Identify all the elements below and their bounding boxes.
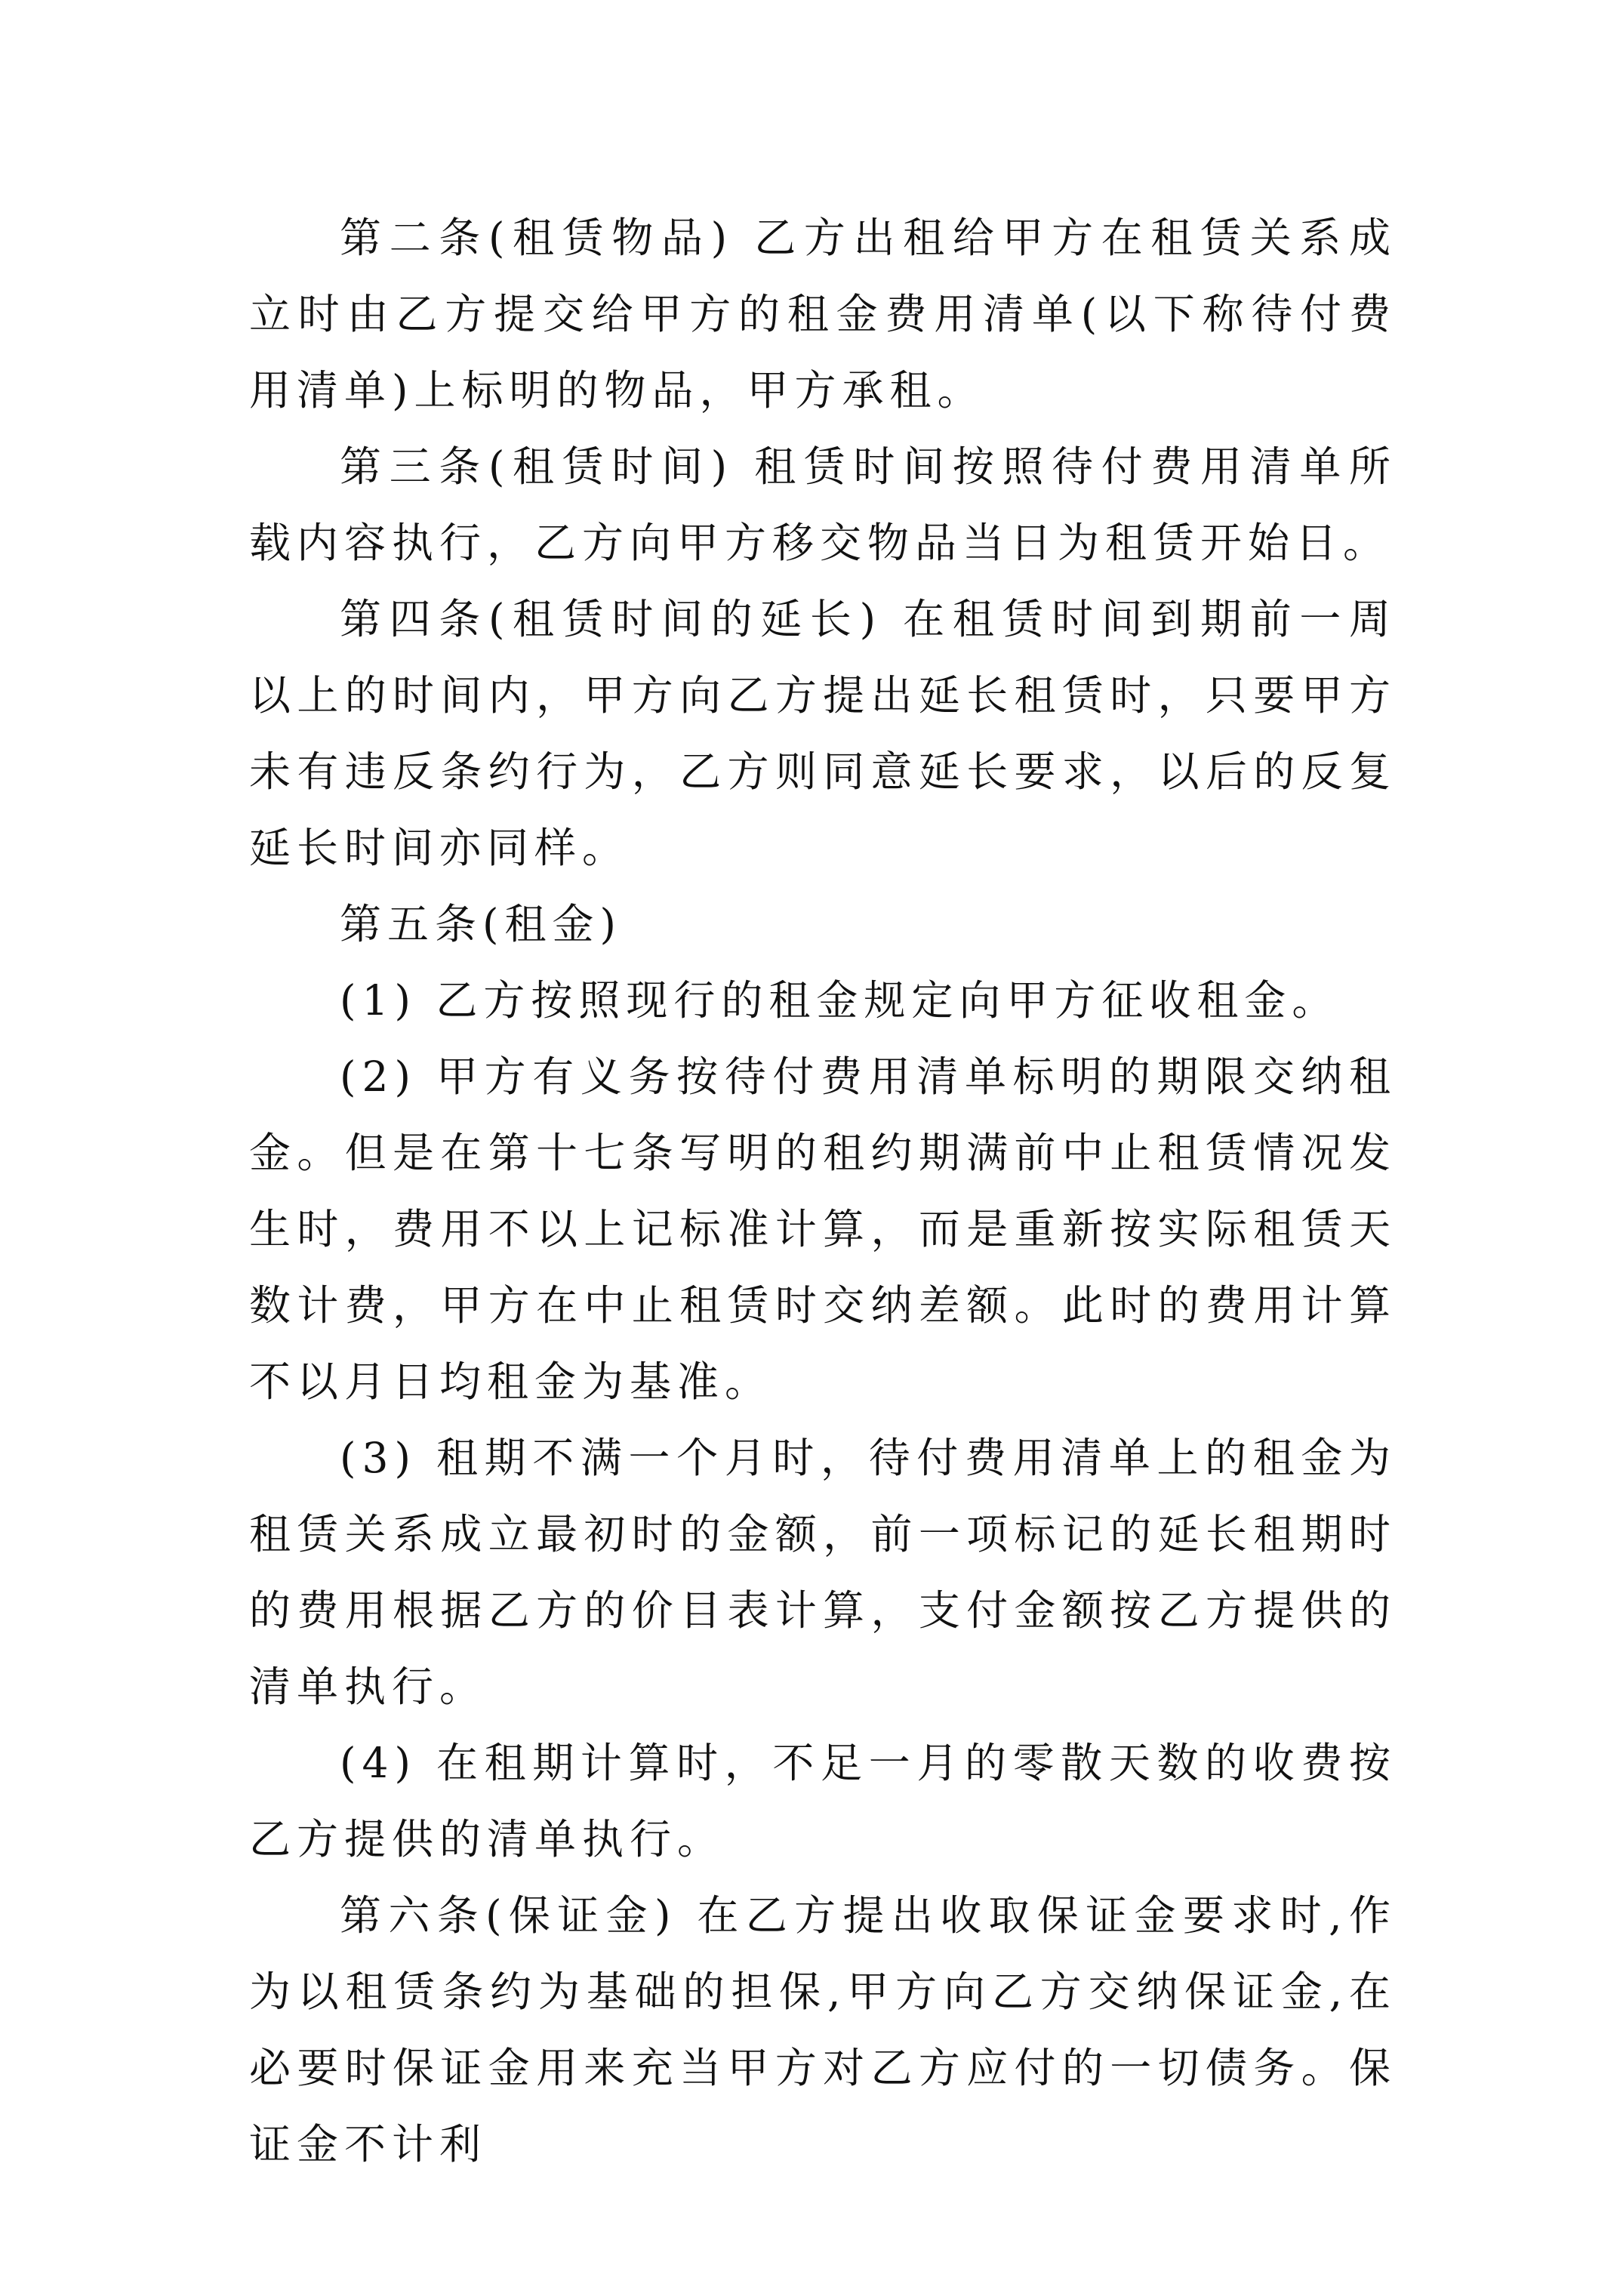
article-5-clause-4: (4) 在租期计算时，不足一月的零散天数的收费按乙方提供的清单执行。 (249, 1739, 1397, 1863)
article-4-paragraph: 第四条(租赁时间的延长) 在租赁时间到期前一周以上的时间内，甲方向乙方提出延长租赁时，只要甲方未有违反条约行为，乙方则同意延长要求，以后的反复延长时间亦同样。 (249, 595, 1397, 872)
article-5-clause-2: (2) 甲方有义务按待付费用清单标明的期限交纳租金。但是在第十七条写明的租约期满前中止租赁情况发生时，费用不以上记标准计算，而是重新按实际租赁天数计费，甲方在中止租赁时交纳差额。此时的费用计算不以月日均租金为基准。 (249, 1052, 1397, 1406)
article-3-paragraph: 第三条(租赁时间) 租赁时间按照待付费用清单所载内容执行，乙方向甲方移交物品当日为租赁开始日。 (249, 442, 1397, 567)
article-2-paragraph: 第二条(租赁物品) 乙方出租给甲方在租赁关系成立时由乙方提交给甲方的租金费用清单(以下称待付费用清单)上标明的物品，甲方承租。 (249, 214, 1397, 415)
article-5-clause-3: (3) 租期不满一个月时，待付费用清单上的租金为租赁关系成立最初时的金额，前一项标记的延长租期时的费用根据乙方的价目表计算，支付金额按乙方提供的清单执行。 (249, 1434, 1397, 1711)
article-5-clause-1: (1) 乙方按照现行的租金规定向甲方征收租金。 (340, 976, 1340, 1025)
article-6-paragraph: 第六条(保证金) 在乙方提出收取保证金要求时,作为以租赁条约为基础的担保,甲方向乙方交纳保证金,在必要时保证金用来充当甲方对乙方应付的一切债务。保证金不计利 (249, 1891, 1397, 2168)
document-body (249, 200, 1397, 2183)
article-5-heading: 第五条(租金) (340, 900, 622, 948)
